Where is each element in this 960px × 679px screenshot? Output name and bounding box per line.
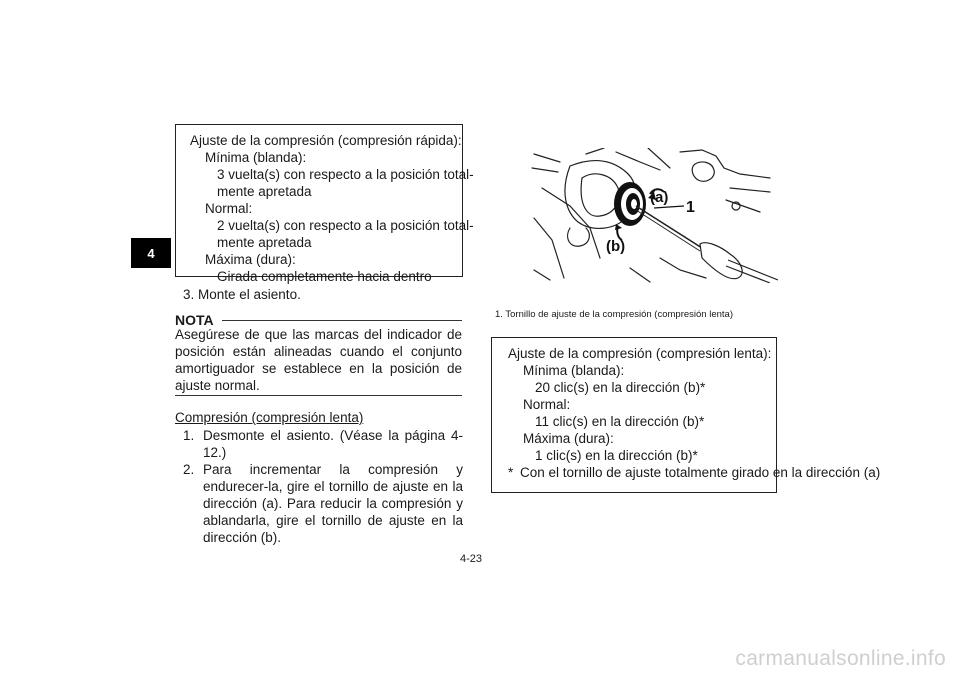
spec-value-normal-line1: 2 vuelta(s) con respecto a la posición total- bbox=[217, 218, 474, 233]
spec-label-normal: Normal: bbox=[523, 397, 571, 412]
step-text: Para incrementar la compresión y endurecer-la, gire el tornillo de ajuste en la dirección (a). Para reducir la compresión y ablandarla, gire el tornillo de ajuste en la dirección (b). bbox=[203, 462, 463, 545]
procedure-step bbox=[183, 461, 463, 546]
figure-label-a: (a) bbox=[650, 189, 669, 206]
spec-label-max: Máxima (dura): bbox=[523, 431, 614, 446]
chapter-number: 4 bbox=[147, 245, 155, 261]
chapter-tab bbox=[131, 238, 171, 268]
spec-value-min-line2: mente apretada bbox=[217, 184, 312, 199]
spec-value-max: 1 clic(s) en la dirección (b)* bbox=[535, 448, 698, 463]
step-3-text: 3. Monte el asiento. bbox=[183, 287, 301, 302]
footnote-text: Con el tornillo de ajuste totalmente girado en la dirección (a) bbox=[520, 465, 881, 480]
spec-value-normal-line2: mente apretada bbox=[217, 235, 312, 250]
slow-compression-spec-box bbox=[491, 337, 881, 493]
figure-caption: 1. Tornillo de ajuste de la compresión (compresión lenta) bbox=[495, 309, 733, 320]
spec-value-min: 20 clic(s) en la dirección (b)* bbox=[535, 380, 706, 395]
procedure-step bbox=[183, 427, 463, 461]
nota-body: Asegúrese de que las marcas del indicador de posición están alineadas cuando el conjunto amortiguador se establece en la posición de ajuste normal. bbox=[175, 327, 462, 393]
nota-divider-bottom bbox=[175, 395, 462, 396]
watermark: carmanualsonline.info bbox=[735, 647, 946, 670]
spec-footnote bbox=[508, 464, 881, 481]
spec-value-max-line1: Girada completamente hacia dentro bbox=[217, 269, 432, 284]
spec-title: Ajuste de la compresión (compresión lenta): bbox=[508, 346, 772, 361]
spec-title: Ajuste de la compresión (compresión rápida): bbox=[190, 133, 462, 148]
spec-label-min: Mínima (blanda): bbox=[523, 363, 625, 378]
figure-label-b: (b) bbox=[606, 238, 626, 255]
procedure-steps bbox=[183, 427, 463, 546]
step-text: Desmonte el asiento. (Véase la página 4-12.) bbox=[203, 428, 463, 460]
figure-label-1: 1 bbox=[686, 199, 695, 216]
spec-value-normal: 11 clic(s) en la dirección (b)* bbox=[535, 414, 705, 429]
footnote-marker: * bbox=[508, 465, 514, 480]
page-number: 4-23 bbox=[460, 553, 483, 565]
step-number: 2. bbox=[183, 462, 195, 477]
spec-value-min-line1: 3 vuelta(s) con respecto a la posición total- bbox=[217, 167, 474, 182]
adjusting-screw-illustration bbox=[530, 148, 778, 283]
spec-label-normal: Normal: bbox=[205, 201, 253, 216]
nota-divider-top bbox=[222, 320, 462, 321]
spec-label-min: Mínima (blanda): bbox=[205, 150, 307, 165]
section-heading: Compresión (compresión lenta) bbox=[175, 410, 364, 425]
step-number: 1. bbox=[183, 428, 195, 443]
spec-label-max: Máxima (dura): bbox=[205, 252, 296, 267]
nota-title: NOTA bbox=[175, 312, 214, 328]
rapid-compression-spec-box bbox=[175, 124, 474, 284]
